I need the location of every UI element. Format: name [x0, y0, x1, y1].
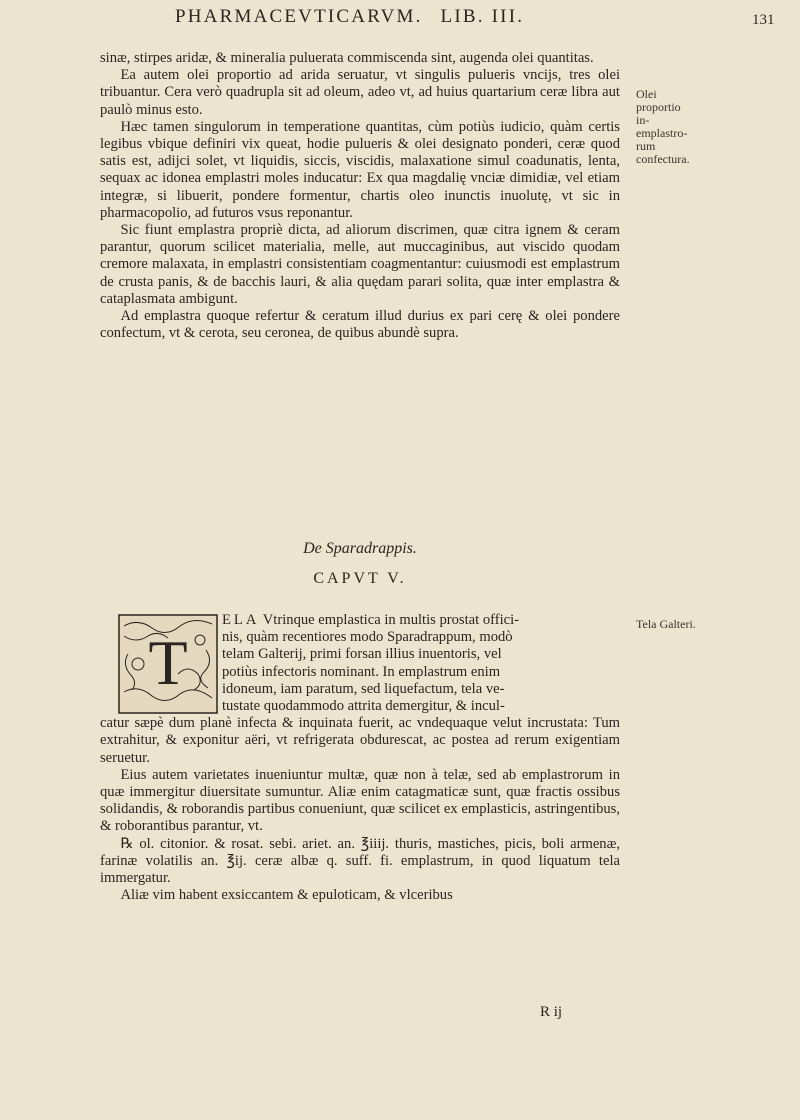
- chapter-heading: CAPVT V.: [313, 570, 407, 587]
- paragraph: Ea autem olei proportio ad arida seruatur, vt singulis pulueris vncijs, tres olei tribuantur. Cera verò quadrupla sit ad oleum, adeo vt, ad huius quartarium ceræ libra aut paulò minus esto.: [100, 67, 620, 118]
- text-line: tustate quodammodo attrita demergitur, & incul-: [222, 698, 505, 715]
- chapter-first-word: ELA: [222, 612, 260, 628]
- running-header: [175, 6, 675, 28]
- paragraph: Sic fiunt emplastra propriè dicta, ad aliorum discrimen, quæ citra ignem & ceram parantur, quorum scilicet materialia, melle, aut muccaginibus, aut viscido quodam cremore malaxata, in emplastri consistentiam coagmentantur: cuiusmodi est emplastrum de crusta panis, & de bacchis lauri, & alia quędam parari solita, quæ inter emplastra & cataplasmata ambigunt.: [100, 222, 620, 307]
- margin-note: Tela Galteri.: [636, 617, 696, 631]
- chapter-text: [100, 612, 620, 904]
- folio-number: 131: [752, 12, 775, 28]
- text-line: idoneum, iam paratum, sed liquefactum, tela ve-: [222, 680, 505, 697]
- paragraph: Aliæ vim habent exsiccantem & epuloticam, & vlceribus: [120, 887, 453, 904]
- running-title: PHARMACEVTICARVM.: [175, 6, 423, 27]
- line-text: Vtrinque emplastica in multis prostat offici-: [262, 612, 520, 628]
- paragraph: Eius autem varietates inueniuntur multæ, quæ non à telæ, sed ab emplastrorum in quæ immergitur diuersitate sumuntur. Aliæ enim catagmaticæ sunt, quæ fractis ossibus solidandis, & roborandis partibus conueniunt, quæ scilicet ex emplasticis, astringentibus, & roborantibus parantur, vt.: [100, 766, 620, 835]
- signature-mark: R ij: [540, 1004, 563, 1020]
- initial-letter: T: [148, 627, 188, 698]
- recipe: ℞ ol. citonior. & rosat. sebi. ariet. an. ℥iiij. thuris, mastiches, picis, boli armenæ, farinæ volatilis an. ℥ij. ceræ albæ q. suff. fi. emplastrum, in quod liquatum tela immergatur.: [100, 835, 620, 887]
- paragraph: Hæc tamen singulorum in temperatione quantitas, cùm potiùs iudicio, quàm certis legibus vbique definiri vix queat, hodie pulueris & olei designato ponderi, ceræ quod satis est, adijci solet, vt liquidis, siccis, viscidis, malaxatione simul coadunatis, lenta, sequax ac idonea emplastri moles inducatur: Ex qua magdalię vnciæ dimidiæ, vel etiam integræ, si libuerit, pondere formentur, chartis oleo inunctis inuolutę, vt sic in pharmacopolio, ad futuros vsus reponantur.: [100, 118, 620, 221]
- text-line: potiùs infectoris nominant. In emplastrum enim: [222, 663, 501, 680]
- margin-note: Olei proportio in-emplastro-rum confectura.: [636, 87, 690, 166]
- text-line: telam Galterij, primi forsan illius inuentoris, vel: [222, 646, 502, 663]
- section-title: De Sparadrappis.: [303, 540, 417, 557]
- book-number: LIB. III.: [440, 6, 525, 27]
- paragraph: Ad emplastra quoque refertur & ceratum illud durius ex pari cerę & olei pondere confectum, vt & cerota, seu ceronea, de quibus abundè supra.: [100, 308, 620, 342]
- text-line: [100, 612, 620, 629]
- main-text: [100, 50, 620, 342]
- text-line: nis, quàm recentiores modo Sparadrappum, modò: [222, 629, 513, 646]
- paragraph: catur sæpè dum planè infecta & inquinata fuerit, ac vndequaque velut incrustata: Tum extrahitur, & exponitur aëri, vt refrigerata obdurescat, ac postea ad rerum exigentiam seruetur.: [100, 715, 620, 766]
- paragraph: sinæ, stirpes aridæ, & mineralia puluerata commiscenda sint, augenda olei quantitas.: [100, 50, 594, 66]
